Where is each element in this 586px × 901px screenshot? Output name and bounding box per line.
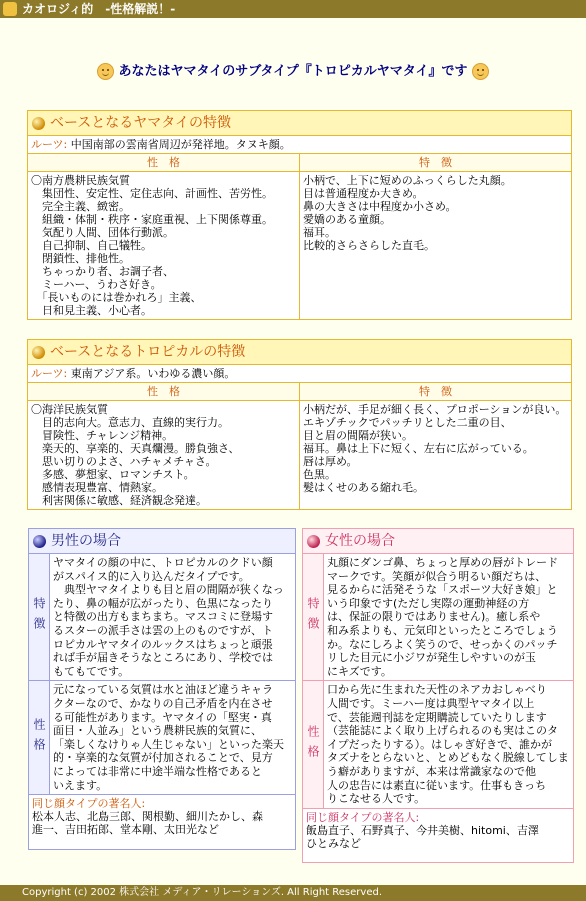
list-item: 色黒。 <box>303 468 336 481</box>
list-item: 冒険性、チャレンジ精神。 <box>31 429 174 442</box>
list-item: 唇は厚め。 <box>303 455 358 468</box>
personality-side-label <box>29 681 50 794</box>
text-line: 面目・人並み」という農耕民族的気質に、 <box>53 724 262 738</box>
text-line: るスターの派手さは雲の上のものですが、ト <box>53 623 273 637</box>
list-item: 鼻の大きさは中程度か小さめ。 <box>303 200 457 213</box>
tropical-title: ベースとなるトロピカルの特徴 <box>50 344 246 360</box>
list-item: 愛嬌のある童顔。 <box>303 213 391 226</box>
text-line: 典型ヤマタイよりも目と眉の間隔が狭くなっ <box>53 583 284 597</box>
male-title: 男性の場合 <box>51 533 121 549</box>
copyright-footer: Copyright (c) 2002 株式会社 メディア・リレーションズ. All Right Reserved. <box>0 885 586 901</box>
text-line: マークです。笑顔が似合う明るい顔だちは、 <box>327 569 547 583</box>
headline-text: あなたはヤマタイのサブタイプ『トロピカルヤマタイ』です <box>118 64 468 79</box>
male-personality-text <box>50 681 295 794</box>
roots-text: 中国南部の雲南省周辺が発祥地。タヌキ顔。 <box>67 138 291 151</box>
orange-ball-icon <box>32 117 45 130</box>
text-line: 見るからに活発そうな「スポーツ大好き娘」と <box>327 583 558 597</box>
list-item: 小柄で、上下に短めのふっくらした丸顔。 <box>303 174 512 187</box>
list-item: 閉鎖性、排他性。 <box>31 252 130 265</box>
text-line: によっては非常に中途半端な性格であると <box>53 764 262 778</box>
text-line: で、芸能週刊誌を定期購読していたりします <box>327 710 547 724</box>
roots-text: 東南アジア系。いわゆる濃い顔。 <box>67 367 236 380</box>
text-line: にキズです。 <box>327 664 392 678</box>
list-item: 日和見主義、小心者。 <box>31 304 152 317</box>
roots-label: ルーツ: <box>31 367 68 380</box>
list-item: 集団性、安定性、定住志向、計画性、苦労性。 <box>31 187 273 200</box>
female-feature-row <box>303 554 573 681</box>
text-line: ロピカルヤマタイのルックスはちょっと頑張 <box>53 637 273 651</box>
female-feature-text <box>324 554 573 680</box>
text-line: りこなせる人です。 <box>327 792 426 806</box>
text-line: タズナをとらないと、とめどもなく脱線してしま <box>327 751 569 765</box>
text-line: いう印象です(ただし実際の運動神経の方 <box>327 596 530 610</box>
text-line: 人間です。ミーハー度は典型ヤマタイ以上 <box>327 696 535 710</box>
text-line: もてもてです。 <box>53 664 130 678</box>
list-item: 思い切りのよさ、ハチャメチャさ。 <box>31 455 217 468</box>
male-feature-row <box>29 554 295 681</box>
text-line: は、保証の限りではありません)。癒し系や <box>327 610 541 624</box>
text-line: う癖がありますが、本来は常識家なので他 <box>327 764 536 778</box>
list-item: 比較的さらさらした直毛。 <box>303 239 435 252</box>
list-item: 目は普通程度か大きめ。 <box>303 187 424 200</box>
famous-label: 同じ顔タイプの著名人: <box>32 797 146 811</box>
tropical-roots <box>28 365 571 383</box>
famous-line: 飯島直子、石野真子、今井美樹、hitomi、吉澤 <box>306 823 539 837</box>
list-item: 髪はくせのある縮れ毛。 <box>303 481 424 494</box>
personality-side-label <box>303 681 324 807</box>
tropical-table-body <box>28 401 571 509</box>
list-item: 「長いものには巻かれろ」主義、 <box>31 291 202 304</box>
yamatai-section <box>27 110 572 320</box>
male-header <box>29 529 295 554</box>
list-item: 目的志向大。意志力、直線的実行力。 <box>31 416 229 429</box>
list-item: ちゃっかり者、お調子者、 <box>31 265 174 278</box>
pink-ball-icon <box>307 535 320 548</box>
side-label-text: 特徴 <box>32 597 46 638</box>
female-section <box>302 528 574 863</box>
yamatai-features <box>300 172 571 319</box>
result-headline <box>0 60 586 80</box>
list-item: 小柄だが、手足が細く長く、プロポーションが良い。 <box>303 403 567 416</box>
list-item: 完全主義、緻密。 <box>31 200 130 213</box>
site-title: カオロジィ的 -性格解説！- <box>22 2 176 16</box>
personality-column-header: 性 格 <box>28 154 300 171</box>
yamatai-personality <box>28 172 300 319</box>
yamatai-table-header <box>28 154 571 172</box>
famous-line: ひとみなど <box>306 836 361 850</box>
famous-line: 進一、吉田拓郎、堂本剛、太田光など <box>32 823 219 837</box>
male-feature-text <box>50 554 295 680</box>
text-line: たり、鼻の幅が広がったり、色黒になったり <box>53 596 273 610</box>
tropical-table-header <box>28 383 571 401</box>
yamatai-roots <box>28 136 571 154</box>
text-line: イプだったりする）。はしゃぎ好きで、誰かが <box>327 737 552 751</box>
side-label-text: 特徴 <box>306 597 320 638</box>
list-item: エキゾチックでパッチリとした二重の目、 <box>303 416 512 429</box>
female-famous <box>303 809 573 852</box>
smile-face-icon <box>97 63 114 80</box>
female-title: 女性の場合 <box>325 533 395 549</box>
text-line: か。なにしろよく笑うので、せっかくのパッチ <box>327 637 558 651</box>
roots-label: ルーツ: <box>31 138 68 151</box>
female-personality-row <box>303 681 573 808</box>
text-line: 的・享楽的な気質が付加されることで、見方 <box>53 751 273 765</box>
feature-side-label <box>303 554 324 680</box>
famous-label: 同じ顔タイプの著名人: <box>306 810 420 824</box>
list-item: 〇海洋民族気質 <box>31 403 108 416</box>
features-column-header: 特 徴 <box>300 154 571 171</box>
text-line: 和み系よりも、元気印といったところでしょう <box>327 623 558 637</box>
list-item: 多感、夢想家、ロマンチスト。 <box>31 468 195 481</box>
list-item: 組織・体制・秩序・家庭重視、上下関係尊重。 <box>31 213 273 226</box>
list-item: 福耳。 <box>303 226 336 239</box>
top-bar <box>0 0 586 18</box>
male-section <box>28 528 296 850</box>
list-item: 〇南方農耕民族気質 <box>31 174 130 187</box>
male-famous <box>29 795 295 838</box>
text-line: クターなので、かなりの自己矛盾を内在させ <box>53 696 273 710</box>
text-line: リした目元に小ジワが発生しやすいのが玉 <box>327 651 536 665</box>
list-item: 感情表現豊富、情熱家。 <box>31 481 163 494</box>
text-line: いえます。 <box>53 778 108 792</box>
text-line: 口から先に生まれた天性のネアカおしゃべり <box>327 683 547 697</box>
list-item: 気配り人間、団体行動派。 <box>31 226 174 239</box>
feature-side-label <box>29 554 50 680</box>
tropical-section <box>27 339 572 510</box>
list-item: 利害関係に敏感、経済観念発達。 <box>31 494 207 507</box>
text-line: 「楽しくなけりゃ人生じゃない」といった楽天 <box>53 737 284 751</box>
famous-line: 松本人志、北島三郎、関根勤、細川たかし、森 <box>32 810 263 824</box>
features-column-header: 特 徴 <box>300 383 571 400</box>
text-line: 元になっている気質は水と油ほど違うキャラ <box>53 683 273 697</box>
female-personality-text <box>324 681 573 807</box>
male-personality-row <box>29 681 295 795</box>
smile-face-icon <box>472 63 489 80</box>
text-line: （芸能誌によく取り上げられるのも実はこのタ <box>327 724 558 738</box>
tropical-header <box>28 340 571 365</box>
list-item: 福耳。鼻は上下に短く、左右に広がっている。 <box>303 442 534 455</box>
orange-ball-icon <box>32 346 45 359</box>
personality-column-header: 性 格 <box>28 383 300 400</box>
blue-ball-icon <box>33 535 46 548</box>
text-line: る可能性があります。ヤマタイの「堅実・真 <box>53 710 272 724</box>
text-line: 人の忠告には素直に従います。仕事もきっち <box>327 778 547 792</box>
list-item: ミーハー、うわさ好き。 <box>31 278 162 291</box>
list-item: 楽天的、享楽的、天真爛漫。勝負強さ、 <box>31 442 240 455</box>
text-line: れば手が届きそうなところにあり、学校では <box>53 651 273 665</box>
tropical-features <box>300 401 571 509</box>
list-item: 自己抑制、自己犠牲。 <box>31 239 152 252</box>
side-label-text: 性格 <box>32 717 46 758</box>
yamatai-header <box>28 111 571 136</box>
text-line: 丸顔にダンゴ鼻、ちょっと厚めの唇がトレード <box>327 556 559 569</box>
list-item: 目と眉の間隔が狭い。 <box>303 429 413 442</box>
tropical-personality <box>28 401 300 509</box>
text-line: と特徴の出方もまちまち。マスコミに登場す <box>53 610 273 624</box>
side-label-text: 性格 <box>306 724 320 765</box>
text-line: ヤマタイの顔の中に、トロピカルのクドい顔 <box>53 556 273 569</box>
female-header <box>303 529 573 554</box>
yamatai-table-body <box>28 172 571 319</box>
text-line: がスパイス的に入り込んだタイプです。 <box>53 569 250 583</box>
yamatai-title: ベースとなるヤマタイの特徴 <box>50 115 232 131</box>
face-logo-icon <box>3 2 17 16</box>
